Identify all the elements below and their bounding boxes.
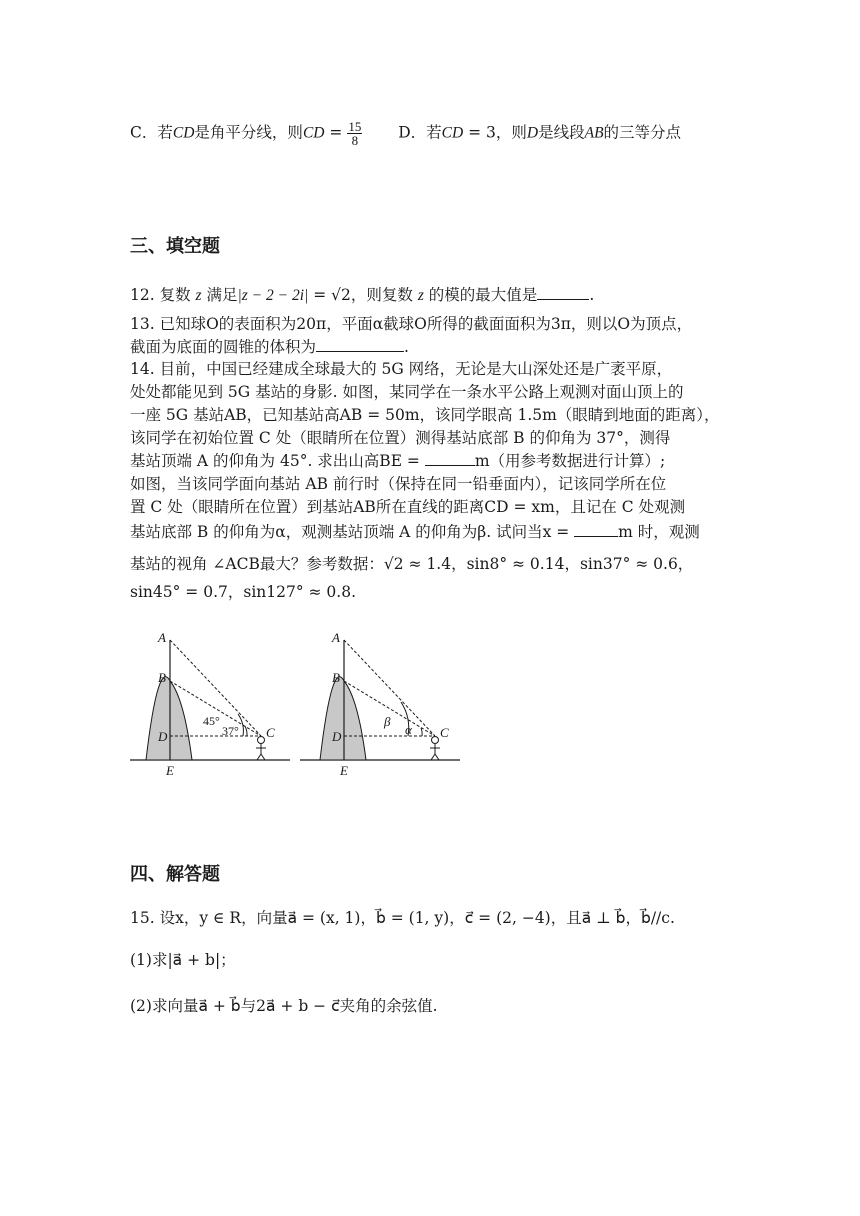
option-c-eq: = (324, 123, 348, 142)
label-d: D (158, 729, 168, 744)
option-d-ab: AB (584, 124, 604, 142)
option-c-d-line (130, 120, 681, 147)
option-d-cd: CD (441, 124, 464, 142)
mountain-figure-2 (298, 628, 463, 778)
question-14-line-2: 处处都能见到 5G 基站的身影. 如图，某同学在一条水平公路上观测对面山顶上的 (130, 383, 684, 401)
q12-z: z (195, 287, 202, 304)
q14-text: 基站底部 B 的仰角为α，观测基站顶端 A 的仰角为β. 试问当x = (130, 523, 575, 541)
question-14-line-1: 14. 目前，中国已经建成全球最大的 5G 网络，无论是大山深处还是广袤平原， (130, 360, 673, 378)
q12-equals: = √2 (308, 286, 351, 304)
label-beta: β (384, 714, 391, 729)
option-d-eq: = 3，则 (463, 123, 527, 142)
label-c: C (440, 725, 449, 740)
q12-text: 满足 (201, 286, 238, 304)
option-d-prefix: D．若 (398, 123, 442, 142)
fraction-denominator: 8 (351, 133, 359, 148)
q12-text: 复数 (159, 286, 196, 304)
label-b: B (332, 670, 340, 685)
label-e: E (340, 763, 348, 778)
answer-blank[interactable] (425, 465, 475, 466)
option-c-mid: 是角平分线，则 (194, 123, 303, 142)
question-14-line-9: 基站的视角 ∠ACB最大？参考数据：√2 ≈ 1.4，sin8° ≈ 0.14，sin37° ≈ 0.6， (130, 555, 694, 573)
option-c-prefix: C．若 (130, 123, 173, 142)
answer-blank[interactable] (574, 536, 618, 537)
answer-blank[interactable] (316, 351, 404, 352)
question-15-part-2: (2)求向量a⃗ + b⃗与2a⃗ + b − c⃗夹角的余弦值. (130, 997, 438, 1015)
label-d: D (332, 729, 342, 744)
option-d-mid: 是线段 (538, 123, 585, 142)
section-3-title: 三、填空题 (130, 236, 220, 257)
option-c-lhs: CD (302, 124, 325, 142)
option-c-fraction (347, 120, 362, 147)
option-d-d: D (526, 124, 539, 142)
label-c: C (266, 725, 275, 740)
option-d-suffix: 的三等分点 (603, 123, 682, 142)
label-a: A (158, 630, 166, 645)
question-15-part-1: (1)求|a⃗ + b|； (130, 951, 236, 969)
question-14-line-4: 该同学在初始位置 C 处（眼睛所在位置）测得基站底部 B 的仰角为 37°，测得 (130, 429, 671, 447)
label-angle-45: 45° (203, 714, 220, 728)
question-14-line-6: 如图，当该同学面向基站 AB 前行时（保持在同一铅垂面内），记该同学所在位 (130, 475, 667, 493)
q14-text: m（用参考数据进行计算）; (474, 452, 666, 470)
question-14-line-3: 一座 5G 基站AB，已知基站高AB = 50m，该同学眼高 1.5m（眼睛到地面的距离）， (130, 406, 720, 424)
q12-text: ，则复数 (350, 286, 418, 304)
question-15-line-1: 15. 设x，y ∈ R，向量a⃗ = (x, 1)，b⃗ = (1, y)，c⃗ = (2, −4)，且a⃗ ⊥ b⃗，b⃗//c. (130, 909, 675, 927)
label-e: E (166, 763, 174, 778)
q12-abs-expression: |z − 2 − 2i| (237, 287, 309, 304)
question-14-line-7: 置 C 处（眼睛所在位置）到基站AB所在直线的距离CD = xm，且记在 C 处观测 (130, 498, 686, 516)
q12-end: . (589, 286, 595, 304)
question-13-line-2 (130, 336, 409, 358)
q13-end: . (404, 338, 409, 356)
option-c-cd: CD (172, 124, 195, 142)
q14-text: m 时，观测 (618, 523, 700, 541)
question-14-line-5 (130, 450, 665, 472)
label-angle-37: 37° (222, 724, 239, 738)
mountain-figure-1 (128, 628, 293, 778)
q12-number: 12. (130, 286, 155, 304)
question-12 (130, 284, 594, 307)
question-14-line-8 (130, 521, 700, 543)
fraction-numerator: 15 (348, 119, 362, 134)
q14-text: 基站顶端 A 的仰角为 45°. 求出山高BE = (130, 452, 425, 470)
q12-text: 的模的最大值是 (423, 286, 538, 304)
label-b: B (158, 670, 166, 685)
q13-text: 截面为底面的圆锥的体积为 (130, 338, 317, 356)
answer-blank[interactable] (537, 299, 589, 300)
q12-z: z (417, 287, 424, 304)
question-14-line-10: sin45° = 0.7，sin127° ≈ 0.8. (130, 583, 357, 601)
label-a: A (332, 630, 340, 645)
label-alpha: α (405, 722, 412, 737)
question-13-line-1: 13. 已知球O的表面积为20π，平面α截球O所得的截面面积为3π，则以O为顶点， (130, 315, 693, 333)
section-4-title: 四、解答题 (130, 864, 220, 885)
